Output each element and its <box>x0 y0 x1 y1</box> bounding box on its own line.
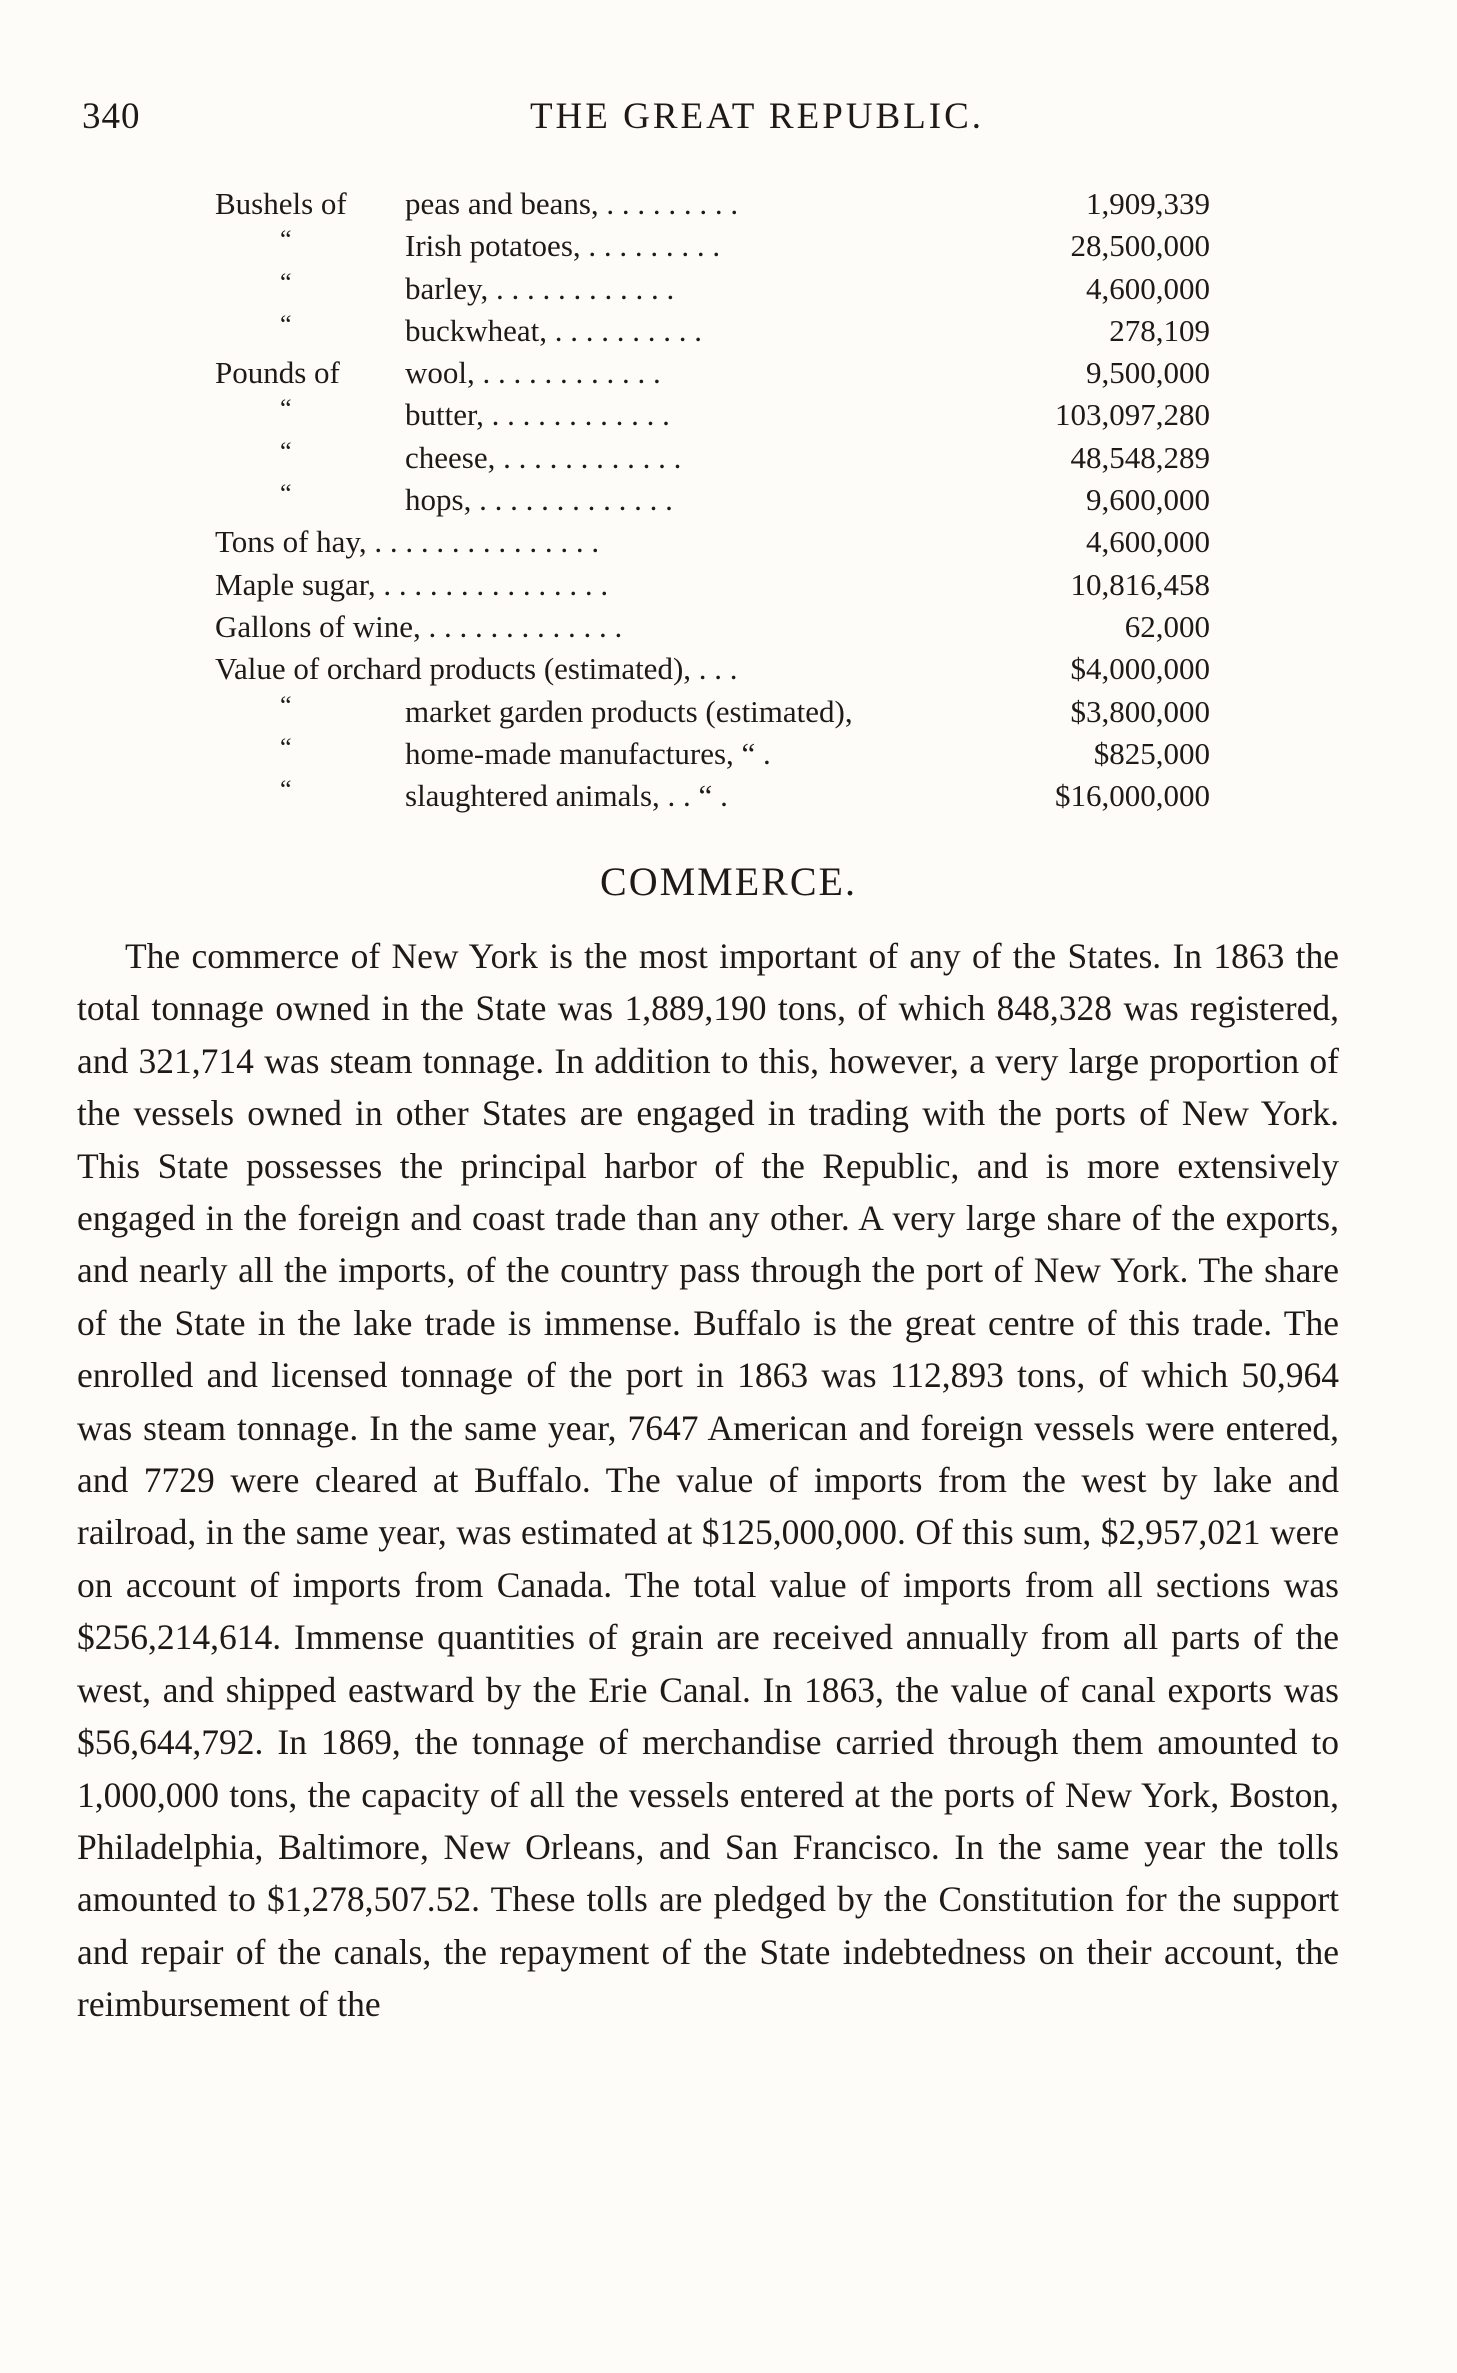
section-heading: COMMERCE. <box>600 859 857 904</box>
stat-item: peas and beans, . . . . . . . . . <box>405 186 739 221</box>
stat-item: Irish potatoes, . . . . . . . . . <box>405 228 721 264</box>
stat-value: $3,800,000 <box>1070 693 1210 729</box>
stat-value: $825,000 <box>1093 735 1210 771</box>
stat-row <box>215 479 1210 521</box>
stat-value: 48,548,289 <box>1070 439 1210 475</box>
stat-label: Bushels of <box>215 186 347 221</box>
stat-value: 62,000 <box>1124 608 1210 644</box>
stat-row <box>215 733 1210 775</box>
ditto-mark: “ <box>280 267 292 297</box>
stat-label: Tons of hay, . . . . . . . . . . . . . . . <box>215 524 600 560</box>
stat-row <box>215 310 1210 352</box>
stat-value: 103,097,280 <box>1055 397 1210 433</box>
ditto-mark: “ <box>280 309 292 339</box>
stat-item: barley, . . . . . . . . . . . . <box>405 270 675 306</box>
stat-label: Maple sugar, . . . . . . . . . . . . . . . <box>215 566 609 602</box>
stat-row <box>215 606 1210 648</box>
stat-row <box>215 775 1210 817</box>
stat-row <box>215 183 1210 225</box>
stat-row <box>215 394 1210 436</box>
ditto-mark: “ <box>280 732 292 762</box>
ditto-mark: “ <box>280 690 292 720</box>
stat-label: Value of orchard products (estimated), . . . <box>215 651 738 687</box>
stat-label: Gallons of wine, . . . . . . . . . . . . . <box>215 608 623 644</box>
stat-row <box>215 437 1210 479</box>
ditto-mark: “ <box>280 225 292 255</box>
stat-value: 9,500,000 <box>1086 355 1210 391</box>
stat-item: cheese, . . . . . . . . . . . . <box>405 439 682 475</box>
stat-row <box>215 564 1210 606</box>
agricultural-statistics-table <box>215 183 1210 817</box>
stat-value: 10,816,458 <box>1070 566 1210 602</box>
stat-item: home-made manufactures, “ . <box>405 735 771 771</box>
stat-value: $16,000,000 <box>1055 778 1210 814</box>
ditto-mark: “ <box>280 775 292 805</box>
stat-item: wool, . . . . . . . . . . . . <box>405 355 661 391</box>
stat-row <box>215 521 1210 563</box>
page-number: 340 <box>82 96 141 137</box>
stat-row <box>215 691 1210 733</box>
stat-item: slaughtered animals, . . “ . <box>405 778 728 814</box>
stat-row <box>215 225 1210 267</box>
page-header <box>82 95 1342 155</box>
stat-item: hops, . . . . . . . . . . . . . <box>405 482 673 518</box>
stat-value: 278,109 <box>1109 312 1210 348</box>
ditto-mark: “ <box>280 436 292 466</box>
stat-item: butter, . . . . . . . . . . . . <box>405 397 670 433</box>
ditto-mark: “ <box>280 394 292 424</box>
running-title: THE GREAT REPUBLIC. <box>529 96 985 137</box>
stat-value: 4,600,000 <box>1086 270 1210 306</box>
stat-item: market garden products (estimated), <box>405 693 853 729</box>
stat-item: buckwheat, . . . . . . . . . . <box>405 312 703 348</box>
stat-value: 1,909,339 <box>1086 186 1210 221</box>
stat-row <box>215 648 1210 690</box>
stat-value: $4,000,000 <box>1070 651 1210 687</box>
stat-value: 28,500,000 <box>1070 228 1210 264</box>
ditto-mark: “ <box>280 479 292 509</box>
stat-label: Pounds of <box>215 355 340 391</box>
body-paragraph: The commerce of New York is the most important of any of the States. In 1863 the total tonnage owned in the State was 1,889,190 tons, of which 848,328 was registered, and 321,714 was steam tonnage. In addition to this, however, a very large proportion of the vessels owned in other States are engaged in trading with the ports of New York. This State possesses the principal harbor of the Republic, and is more extensively engaged in the foreign and coast trade than any other. A very large share of the exports, and nearly all the imports, of the country pass through the port of New York. The share of the State in the lake trade is immense. Buffalo is the great centre of this trade. The enrolled and licensed tonnage of the port in 1863 was 112,893 tons, of which 50,964 was steam tonnage. In the same year, 7647 American and foreign vessels were entered, and 7729 were cleared at Buffalo. The value of imports from the west by lake and railroad, in the same year, was estimated at $125,000,000. Of this sum, $2,957,021 were on account of imports from Canada. The total value of imports from all sections was $256,214,614. Immense quantities of grain are received annually from all parts of the west, and shipped eastward by the Erie Canal. In 1863, the value of canal exports was $56,644,792. In 1869, the tonnage of merchandise carried through them amounted to 1,000,000 tons, the capacity of all the vessels entered at the ports of New York, Boston, Philadelphia, Baltimore, New Orleans, and San Francisco. In the same year the tolls amounted to $1,278,507.52. These tolls are pledged by the Constitution for the support and repair of the canals, the repayment of the State indebtedness on their account, the reimbursement of the <box>77 936 1339 2025</box>
stat-row <box>215 268 1210 310</box>
stat-value: 4,600,000 <box>1086 524 1210 560</box>
stat-value: 9,600,000 <box>1086 482 1210 518</box>
stat-row <box>215 352 1210 394</box>
